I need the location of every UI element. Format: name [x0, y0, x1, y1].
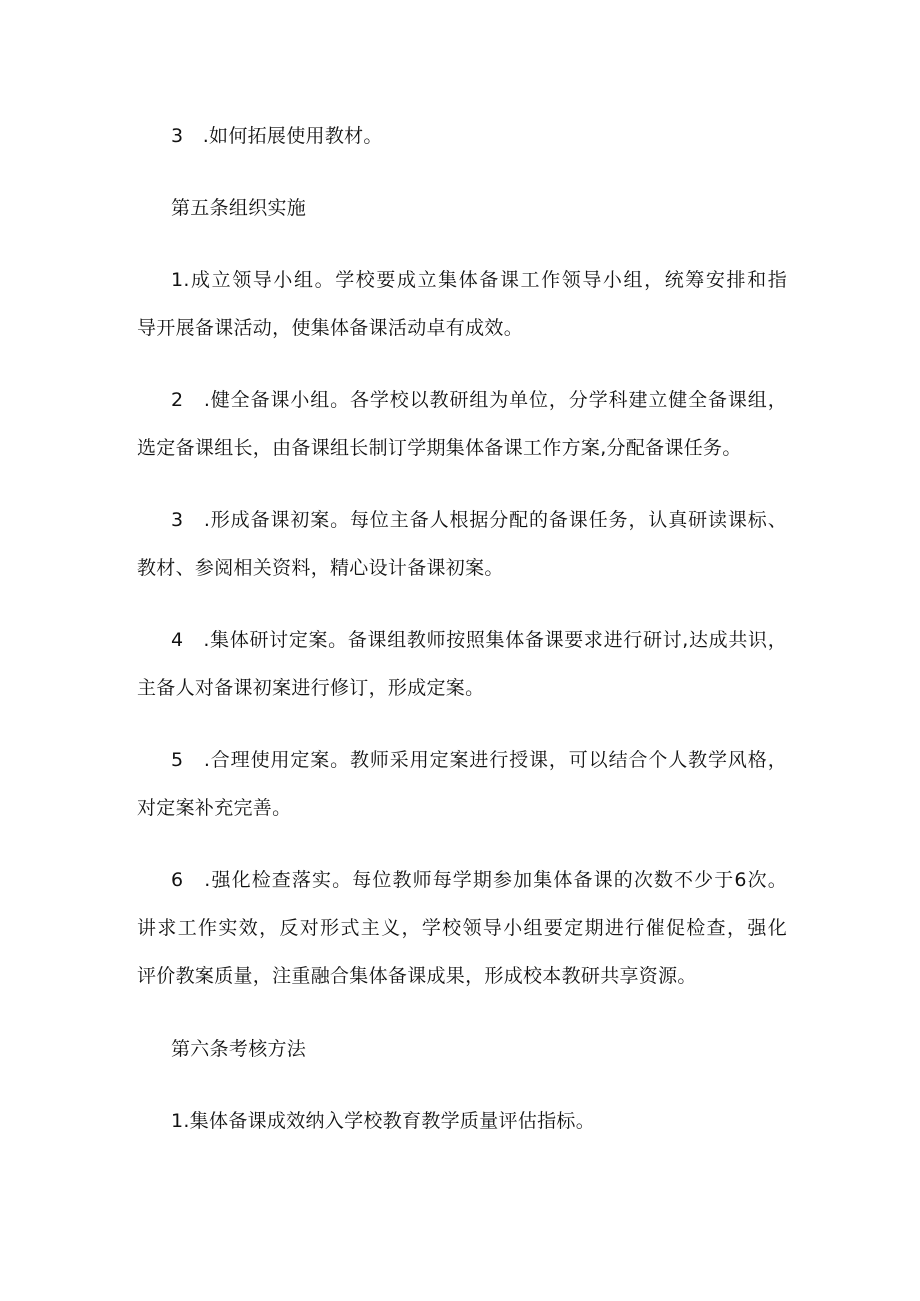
para-1-line-2: 导开展备课活动，使集体备课活动卓有成效。 — [137, 317, 524, 339]
heading-article-6: 第六条考核方法 — [171, 1038, 307, 1060]
para-3-line-2: 教材、参阅相关资料，精心设计备课初案。 — [137, 557, 504, 579]
heading-article-5: 第五条组织实施 — [171, 197, 307, 219]
para-4-line-2: 主备人对备课初案进行修订，形成定案。 — [137, 677, 485, 699]
para-4-line-1: 4 .集体研讨定案。备课组教师按照集体备课要求进行研讨,达成共识， — [171, 629, 787, 651]
para-5-line-2: 对定案补充完善。 — [137, 797, 292, 819]
para-6-line-1: 6 .强化检查落实。每位教师每学期参加集体备课的次数不少于6次。 — [171, 869, 787, 891]
item-1-assessment: 1.集体备课成效纳入学校教育教学质量评估指标。 — [171, 1110, 596, 1132]
para-5-line-1: 5 .合理使用定案。教师采用定案进行授课，可以结合个人教学风格， — [171, 749, 787, 771]
para-2-line-1: 2 .健全备课小组。各学校以教研组为单位，分学科建立健全备课组， — [171, 389, 787, 411]
para-6-line-3: 评价教案质量，注重融合集体备课成果，形成校本教研共享资源。 — [137, 965, 697, 987]
para-2-line-2: 选定备课组长，由备课组长制订学期集体备课工作方案,分配备课任务。 — [137, 437, 742, 459]
para-6-line-2: 讲求工作实效，反对形式主义，学校领导小组要定期进行催促检查，强化 — [137, 917, 787, 939]
para-1-line-1: 1.成立领导小组。学校要成立集体备课工作领导小组，统筹安排和指 — [171, 269, 787, 291]
para-3-line-1: 3 .形成备课初案。每位主备人根据分配的备课任务，认真研读课标、 — [171, 509, 787, 531]
item-3-expand-materials: 3 .如何拓展使用教材。 — [171, 125, 383, 147]
